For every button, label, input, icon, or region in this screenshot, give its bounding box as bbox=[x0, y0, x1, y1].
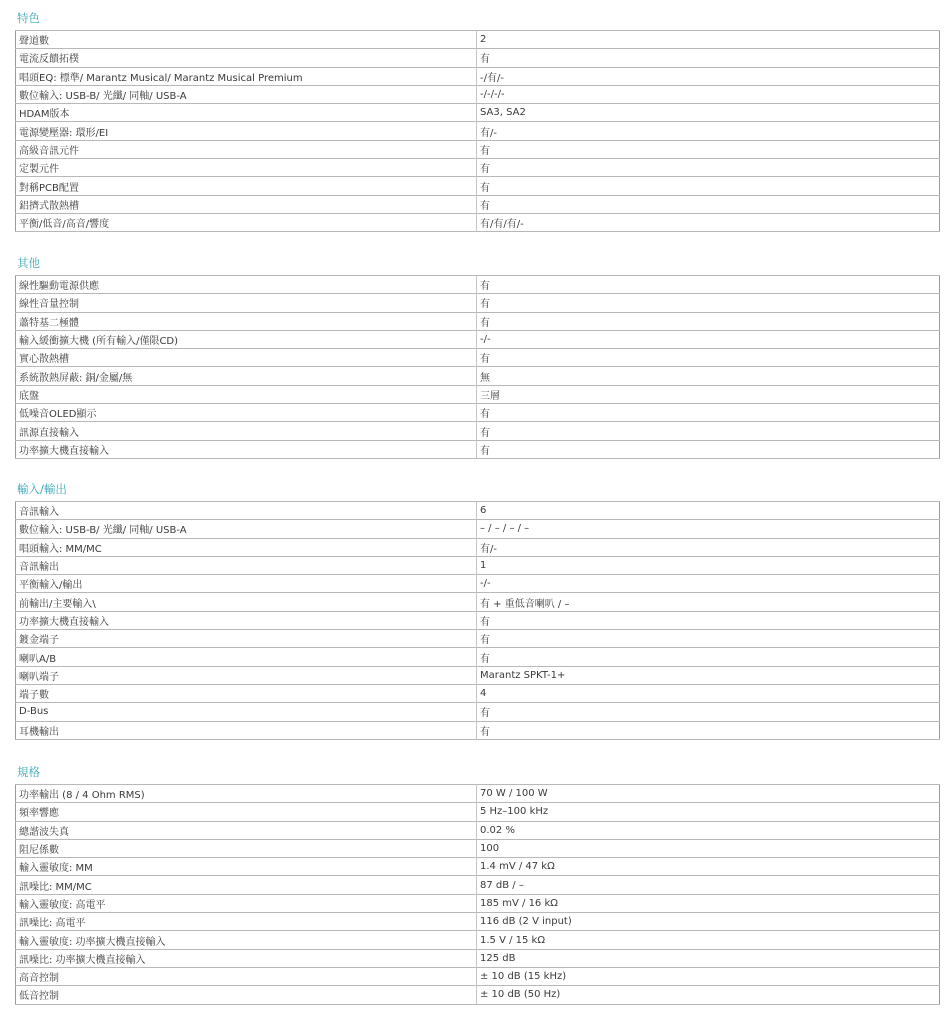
spec-label: 輸入靈敏度: 高電平 bbox=[16, 894, 477, 912]
table-row bbox=[16, 422, 940, 440]
spec-value: -/- bbox=[477, 330, 940, 348]
spec-label: 平衡/低音/高音/響度 bbox=[16, 213, 477, 231]
spec-value: 100 bbox=[477, 839, 940, 857]
spec-label: 底盤 bbox=[16, 385, 477, 403]
spec-value: 有 bbox=[477, 276, 940, 294]
spec-label: 阻尼係數 bbox=[16, 839, 477, 857]
table-row bbox=[16, 648, 940, 666]
spec-value: – / – / – / – bbox=[477, 520, 940, 538]
table-row bbox=[16, 931, 940, 949]
table-row bbox=[16, 876, 940, 894]
section-title: 規格 bbox=[17, 765, 40, 779]
spec-value: 有/- bbox=[477, 538, 940, 556]
spec-value: -/- bbox=[477, 575, 940, 593]
table-row bbox=[16, 49, 940, 67]
spec-value: 6 bbox=[477, 502, 940, 520]
table-row bbox=[16, 31, 940, 49]
spec-label: 低音控制 bbox=[16, 986, 477, 1004]
spec-value: 1.5 V / 15 kΩ bbox=[477, 931, 940, 949]
spec-value: 有 bbox=[477, 312, 940, 330]
spec-value: ± 10 dB (15 kHz) bbox=[477, 967, 940, 985]
section-features bbox=[15, 6, 939, 232]
spec-label: 數位輸入: USB-B/ 光纖/ 同軸/ USB-A bbox=[16, 85, 477, 103]
spec-value: Marantz SPKT-1+ bbox=[477, 666, 940, 684]
spec-label: 喇叭端子 bbox=[16, 666, 477, 684]
spec-label: 訊噪比: 高電平 bbox=[16, 913, 477, 931]
spec-label: 高級音訊元件 bbox=[16, 140, 477, 158]
table-row bbox=[16, 839, 940, 857]
table-row bbox=[16, 666, 940, 684]
spec-label: 功率擴大機直接輸入 bbox=[16, 611, 477, 629]
spec-label: 鍍金端子 bbox=[16, 630, 477, 648]
table-row bbox=[16, 177, 940, 195]
spec-table bbox=[15, 784, 940, 1005]
spec-value: 2 bbox=[477, 31, 940, 49]
spec-label: 唱頭輸入: MM/MC bbox=[16, 538, 477, 556]
spec-value: 125 dB bbox=[477, 949, 940, 967]
spec-label: 對稱PCB配置 bbox=[16, 177, 477, 195]
table-row bbox=[16, 67, 940, 85]
spec-label: 訊噪比: MM/MC bbox=[16, 876, 477, 894]
spec-value: 有 bbox=[477, 404, 940, 422]
spec-value: ± 10 dB (50 Hz) bbox=[477, 986, 940, 1004]
spec-value: 有 bbox=[477, 611, 940, 629]
spec-label: 音訊輸入 bbox=[16, 502, 477, 520]
spec-value: 87 dB / – bbox=[477, 876, 940, 894]
table-row bbox=[16, 803, 940, 821]
spec-label: 輸入緩衝擴大機 (所有輸入/僅限CD) bbox=[16, 330, 477, 348]
table-row bbox=[16, 385, 940, 403]
spec-value: 有 bbox=[477, 648, 940, 666]
spec-label: 訊噪比: 功率擴大機直接輸入 bbox=[16, 949, 477, 967]
spec-label: 總諧波失真 bbox=[16, 821, 477, 839]
table-row bbox=[16, 330, 940, 348]
spec-label: 喇叭A/B bbox=[16, 648, 477, 666]
spec-value: 有 bbox=[477, 630, 940, 648]
spec-value: 有 bbox=[477, 721, 940, 739]
table-row bbox=[16, 312, 940, 330]
spec-value: 116 dB (2 V input) bbox=[477, 913, 940, 931]
table-row bbox=[16, 703, 940, 721]
spec-label: 音訊輸出 bbox=[16, 556, 477, 574]
section-title: 其他 bbox=[17, 256, 40, 270]
table-row bbox=[16, 404, 940, 422]
spec-table bbox=[15, 275, 940, 459]
spec-label: 電源變壓器: 環形/EI bbox=[16, 122, 477, 140]
table-row bbox=[16, 140, 940, 158]
spec-label: 頻率響應 bbox=[16, 803, 477, 821]
spec-label: D-Bus bbox=[16, 703, 477, 721]
spec-value: -/-/-/- bbox=[477, 85, 940, 103]
table-row bbox=[16, 721, 940, 739]
table-row bbox=[16, 195, 940, 213]
table-row bbox=[16, 85, 940, 103]
spec-label: 端子數 bbox=[16, 684, 477, 702]
table-row bbox=[16, 949, 940, 967]
spec-label: 聲道數 bbox=[16, 31, 477, 49]
table-row bbox=[16, 858, 940, 876]
table-row bbox=[16, 538, 940, 556]
spec-value: 1.4 mV / 47 kΩ bbox=[477, 858, 940, 876]
section-other bbox=[15, 251, 939, 459]
table-row bbox=[16, 593, 940, 611]
spec-label: 訊源直接輸入 bbox=[16, 422, 477, 440]
spec-label: 線性音量控制 bbox=[16, 294, 477, 312]
table-row bbox=[16, 502, 940, 520]
table-row bbox=[16, 349, 940, 367]
spec-label: 高音控制 bbox=[16, 967, 477, 985]
spec-value: 三層 bbox=[477, 385, 940, 403]
section-title: 輸入/輸出 bbox=[17, 482, 67, 496]
spec-value: 有 bbox=[477, 195, 940, 213]
spec-label: 耳機輸出 bbox=[16, 721, 477, 739]
spec-value: 有 bbox=[477, 140, 940, 158]
spec-label: 輸入靈敏度: MM bbox=[16, 858, 477, 876]
table-row bbox=[16, 367, 940, 385]
spec-label: 功率輸出 (8 / 4 Ohm RMS) bbox=[16, 785, 477, 803]
table-row bbox=[16, 630, 940, 648]
table-row bbox=[16, 967, 940, 985]
table-row bbox=[16, 104, 940, 122]
table-row bbox=[16, 821, 940, 839]
spec-value: 有 bbox=[477, 159, 940, 177]
spec-label: 定製元件 bbox=[16, 159, 477, 177]
spec-label: 數位輸入: USB-B/ 光纖/ 同軸/ USB-A bbox=[16, 520, 477, 538]
spec-table bbox=[15, 30, 940, 232]
spec-value: 有 + 重低音喇叭 / – bbox=[477, 593, 940, 611]
table-row bbox=[16, 684, 940, 702]
section-title: 特色 bbox=[17, 11, 40, 25]
spec-label: 電流反饋拓樸 bbox=[16, 49, 477, 67]
spec-label: 鋁擠式散熱槽 bbox=[16, 195, 477, 213]
spec-value: 1 bbox=[477, 556, 940, 574]
spec-value: 有 bbox=[477, 349, 940, 367]
spec-value: 有 bbox=[477, 294, 940, 312]
table-row bbox=[16, 986, 940, 1004]
section-input-output bbox=[15, 477, 939, 740]
table-row bbox=[16, 575, 940, 593]
spec-label: 系統散熱屏蔽: 銅/金屬/無 bbox=[16, 367, 477, 385]
spec-value: 有 bbox=[477, 440, 940, 458]
spec-label: 功率擴大機直接輸入 bbox=[16, 440, 477, 458]
spec-label: 實心散熱槽 bbox=[16, 349, 477, 367]
spec-value: -/有/- bbox=[477, 67, 940, 85]
table-row bbox=[16, 276, 940, 294]
spec-label: 低噪音OLED顯示 bbox=[16, 404, 477, 422]
spec-value: 0.02 % bbox=[477, 821, 940, 839]
spec-value: SA3, SA2 bbox=[477, 104, 940, 122]
spec-value: 無 bbox=[477, 367, 940, 385]
table-row bbox=[16, 159, 940, 177]
table-row bbox=[16, 520, 940, 538]
spec-value: 185 mV / 16 kΩ bbox=[477, 894, 940, 912]
spec-value: 有 bbox=[477, 422, 940, 440]
spec-value: 有/有/有/- bbox=[477, 213, 940, 231]
spec-label: 蕭特基二極體 bbox=[16, 312, 477, 330]
spec-value: 有/- bbox=[477, 122, 940, 140]
spec-table bbox=[15, 501, 940, 740]
table-row bbox=[16, 556, 940, 574]
spec-label: 輸入靈敏度: 功率擴大機直接輸入 bbox=[16, 931, 477, 949]
table-row bbox=[16, 894, 940, 912]
spec-value: 有 bbox=[477, 703, 940, 721]
table-row bbox=[16, 213, 940, 231]
spec-label: 平衡輸入/輸出 bbox=[16, 575, 477, 593]
spec-label: HDAM版本 bbox=[16, 104, 477, 122]
spec-label: 唱頭EQ: 標準/ Marantz Musical/ Marantz Musical Premium bbox=[16, 67, 477, 85]
spec-value: 4 bbox=[477, 684, 940, 702]
table-row bbox=[16, 294, 940, 312]
spec-label: 前輸出/主要輸入\ bbox=[16, 593, 477, 611]
spec-value: 有 bbox=[477, 49, 940, 67]
spec-value: 70 W / 100 W bbox=[477, 785, 940, 803]
table-row bbox=[16, 785, 940, 803]
table-row bbox=[16, 913, 940, 931]
table-row bbox=[16, 611, 940, 629]
table-row bbox=[16, 440, 940, 458]
spec-label: 線性驅動電源供應 bbox=[16, 276, 477, 294]
spec-value: 有 bbox=[477, 177, 940, 195]
table-row bbox=[16, 122, 940, 140]
spec-value: 5 Hz–100 kHz bbox=[477, 803, 940, 821]
section-specifications bbox=[15, 760, 939, 1005]
